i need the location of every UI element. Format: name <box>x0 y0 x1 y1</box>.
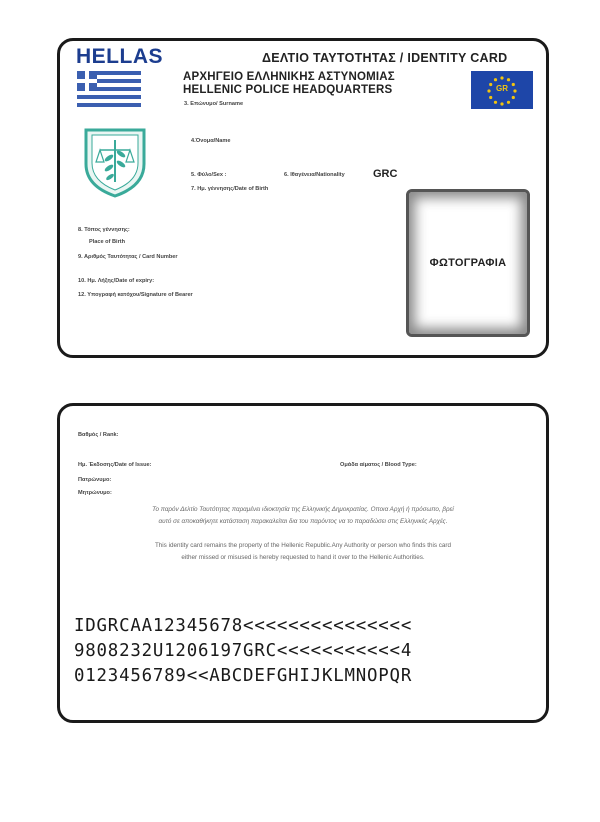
notice-english-line-1: This identity card remains the property of the Hellenic Republic.Any Authority or person who finds this card <box>154 542 452 549</box>
brand-title: HELLAS <box>76 45 163 68</box>
eu-country-code: GR <box>496 84 508 93</box>
signature-label: 12. Υπογραφή κατόχου/Signature of Bearer <box>78 292 193 298</box>
nationality-value: GRC <box>373 168 398 180</box>
date-of-birth-label: 7. Ημ. γέννησης/Date of Birth <box>191 186 269 192</box>
mother-name-label: Μητρώνυμο: <box>78 490 112 496</box>
card-front <box>57 38 549 358</box>
place-of-birth-label: 8. Τόπος γέννησης: <box>78 227 130 233</box>
police-emblem-icon <box>82 122 148 198</box>
sex-label: 5. Φύλο/Sex : <box>191 172 227 178</box>
place-of-birth-english-label: Place of Birth <box>89 239 126 245</box>
photo-placeholder <box>406 189 530 337</box>
nationality-label: 6. Ιθαγένεια/Nationality <box>284 172 345 178</box>
issue-date-label: Ημ. Έκδοσης/Date of Issue: <box>78 462 152 468</box>
authority-english: HELLENIC POLICE HEADQUARTERS <box>183 84 393 96</box>
name-label: 4.Όνομα/Name <box>191 138 231 144</box>
eu-flag-icon <box>471 71 533 109</box>
mrz-line-2: 9808232U1206197GRC<<<<<<<<<<<4 <box>74 641 413 661</box>
blood-type-label: Ομάδα αίματος / Blood Type: <box>340 462 417 468</box>
greek-flag-icon <box>77 71 141 107</box>
notice-english-line-2: either missed or misused is hereby requested to hand it over to the Hellenic Authorities. <box>181 554 425 561</box>
card-back <box>57 403 549 723</box>
expiry-date-label: 10. Ημ. Λήξης/Date of expiry: <box>78 278 155 284</box>
mrz-line-1: IDGRCAA12345678<<<<<<<<<<<<<<< <box>74 616 413 636</box>
notice-greek-line-2: αυτό σε αποκαθήκητε κατάσταση παρακαλείται δια του παρόντος να το παραδώσει στις Ελληνικές Αρχές. <box>158 518 448 525</box>
authority-greek: ΑΡΧΗΓΕΙΟ ΕΛΛΗΝΙΚΗΣ ΑΣΤΥΝΟΜΙΑΣ <box>183 71 395 83</box>
card-title: ΔΕΛΤΙΟ ΤΑΥΤΟΤΗΤΑΣ / IDENTITY CARD <box>262 51 508 65</box>
card-number-label: 9. Αριθμός Ταυτότητας / Card Number <box>78 254 178 260</box>
photo-label: ΦΩΤΟΓΡΑΦΙΑ <box>429 257 507 269</box>
mrz-line-3: 0123456789<<ABCDEFGHIJKLMNOPQR <box>74 666 413 686</box>
surname-label: 3. Επώνυμο/ Surname <box>184 101 244 107</box>
notice-greek-line-1: Το παρόν Δελτίο Ταυτότητας παραμένει ιδιοκτησία της Ελληνικής Δημοκρατίας. Οποια Αρχή ή πρόσωπο, βρεί <box>152 506 454 513</box>
father-name-label: Πατρώνυμο: <box>78 477 112 483</box>
rank-label: Βαθμός / Rank: <box>78 432 119 438</box>
